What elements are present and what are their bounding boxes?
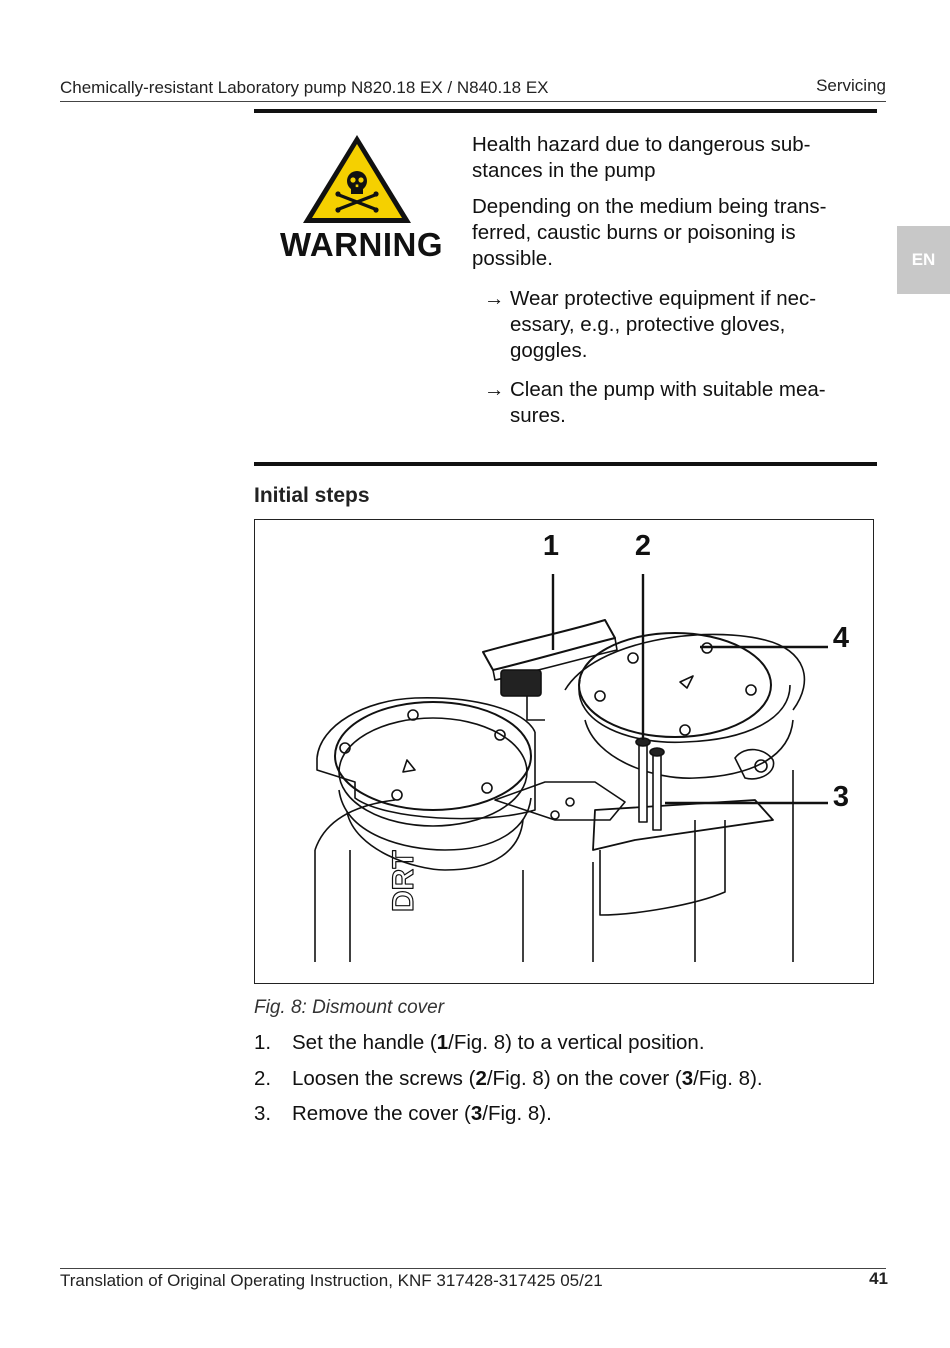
language-tab: EN <box>897 226 950 294</box>
document-title: Chemically-resistant Laboratory pump N820.18 EX / N840.18 EX <box>60 78 549 97</box>
footer-text: Translation of Original Operating Instruction, KNF 317428-317425 05/21 <box>60 1271 603 1290</box>
callout-4: 4 <box>832 622 850 654</box>
callout-1: 1 <box>542 530 560 562</box>
body-partial-label: DRT <box>387 850 420 912</box>
list-item: 3. Remove the cover (3/Fig. 8). <box>254 1102 552 1125</box>
warning-signal-word: WARNING <box>280 226 443 263</box>
section-heading: Initial steps <box>254 484 370 507</box>
warning-action-clean-pump: → Clean the pump with suitable mea- sures. <box>484 378 826 427</box>
warning-bottom-rule <box>254 462 877 466</box>
page-number: 41 <box>869 1269 888 1288</box>
skull-warning-triangle-icon <box>301 133 413 225</box>
warning-body: Depending on the medium being trans- ferred, caustic burns or poisoning is possible. <box>472 195 827 270</box>
warning-top-rule <box>254 109 877 113</box>
figure-dismount-cover <box>254 519 874 984</box>
arrow-right-icon: → <box>484 378 505 401</box>
callout-2: 2 <box>634 530 652 562</box>
arrow-right-icon: → <box>484 287 505 310</box>
pump-illustration <box>255 520 873 983</box>
header-divider <box>60 101 886 102</box>
callout-3: 3 <box>832 781 850 813</box>
footer-divider <box>60 1268 886 1269</box>
warning-action-protective-equipment: → Wear protective equipment if nec- essary, e.g., protective gloves, goggles. <box>484 287 817 362</box>
figure-caption: Fig. 8: Dismount cover <box>254 997 445 1018</box>
list-item: 2. Loosen the screws (2/Fig. 8) on the cover (3/Fig. 8). <box>254 1067 763 1090</box>
section-name: Servicing <box>816 76 886 95</box>
list-item: 1. Set the handle (1/Fig. 8) to a vertical position. <box>254 1031 705 1054</box>
warning-heading: Health hazard due to dangerous sub- stances in the pump <box>472 133 811 182</box>
